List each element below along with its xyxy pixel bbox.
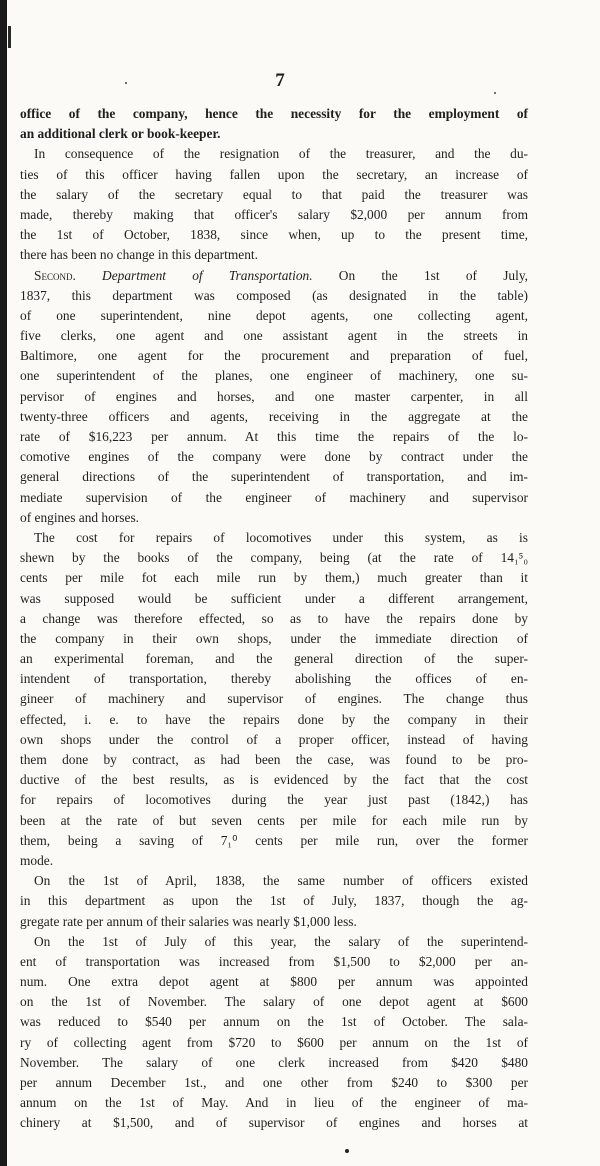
section-heading: Department of Transportation. bbox=[102, 267, 313, 283]
text-line: a change was therefore effected, so as to have the repairs done by bbox=[20, 610, 528, 626]
text-line: The cost for repairs of locomotives under this system, as is bbox=[34, 529, 528, 545]
text-line: an additional clerk or book-keeper. bbox=[20, 126, 221, 142]
text-line: twenty-three officers and agents, receiving in the aggregate at the bbox=[20, 408, 528, 424]
text-line: them, being a saving of 7₁⁰ cents per mile run, over the former bbox=[20, 832, 528, 848]
section-label: Second. bbox=[34, 267, 76, 283]
text-line: for repairs of locomotives during the year just past (1842,) has bbox=[20, 792, 528, 808]
text-line: chinery at $1,500, and of supervisor of engines and horses at bbox=[20, 1115, 528, 1131]
text-line: annum on the 1st of May. And in lieu of the engineer of ma- bbox=[20, 1095, 528, 1111]
text-line: mediate supervision of the engineer of machinery and supervisor bbox=[20, 489, 528, 505]
line-remainder: On the 1st of July, bbox=[312, 267, 528, 283]
text-line: November. The salary of one clerk increased from $420 $480 bbox=[20, 1054, 528, 1070]
text-line: own shops under the control of a proper officer, instead of having bbox=[20, 731, 528, 747]
text-line: rate of $16,223 per annum. At this time the repairs of the lo- bbox=[20, 429, 528, 444]
text-line: Baltimore, one agent for the procurement and preparation of fuel, bbox=[20, 348, 528, 364]
text-line: ry of collecting agent from $720 to $600 per annum on the 1st of bbox=[20, 1034, 528, 1050]
text-line: mode. bbox=[20, 852, 54, 868]
text-line: ties of this officer having fallen upon the secretary, an increase of bbox=[20, 166, 528, 182]
text-line: them done by contract, as had been the case, was found to be pro- bbox=[20, 752, 528, 767]
text-line: intendent of transportation, thereby abolishing the offices of en- bbox=[20, 671, 528, 687]
text-line: pervisor of engines and horses, and one master carpenter, in all bbox=[20, 388, 528, 404]
text-line: in this department as upon the 1st of July, 1837, though the ag- bbox=[20, 893, 528, 909]
text-line: gineer of machinery and supervisor of engines. The change thus bbox=[20, 691, 528, 707]
binding-edge bbox=[0, 0, 7, 1166]
text-line: cents per mile fot each mile run by them,) much greater than it bbox=[20, 570, 528, 586]
text-line: was reduced to $540 per annum on the 1st of October. The sala- bbox=[20, 1014, 528, 1030]
text-line: comotive engines of the company were done by contract under the bbox=[20, 449, 528, 465]
text-line: an experimental foreman, and the general direction of the super- bbox=[20, 651, 528, 667]
text-line: ent of transportation was increased from $1,500 to $2,000 per an- bbox=[20, 953, 528, 969]
page-number: 7 bbox=[275, 70, 285, 91]
text-line: 1837, this department was composed (as designated in the table) bbox=[20, 287, 528, 303]
text-line: of engines and horses. bbox=[20, 509, 139, 525]
text-line: five clerks, one agent and one assistant agent in the streets in bbox=[20, 328, 528, 344]
body-text bbox=[20, 104, 528, 1134]
text-line: there has been no change in this department. bbox=[20, 247, 258, 263]
text-line: effected, i. e. to have the repairs done by the company in their bbox=[20, 711, 528, 727]
text-line: been at the rate of but seven cents per mile for each mile run by bbox=[20, 812, 528, 828]
text-line: the salary of the secretary equal to that paid the treasurer was bbox=[20, 186, 528, 202]
text-line: one superintendent of the planes, one engineer of machinery, one su- bbox=[20, 368, 528, 384]
paper-speck bbox=[494, 92, 496, 94]
text-line: per annum December 1st., and one other from $240 to $300 per bbox=[20, 1075, 528, 1090]
text-line: office of the company, hence the necessity for the employment of bbox=[20, 106, 528, 121]
text-line: general directions of the superintendent of transportation, and im- bbox=[20, 469, 528, 485]
text-line: On the 1st of July of this year, the salary of the superintend- bbox=[34, 933, 528, 949]
text-line: the 1st of October, 1838, since when, up to the present time, bbox=[20, 227, 528, 243]
binding-mark bbox=[8, 26, 11, 48]
text-line: of one superintendent, nine depot agents, one collecting agent, bbox=[20, 307, 528, 323]
text-line: gregate rate per annum of their salaries was nearly $1,000 less. bbox=[20, 913, 357, 929]
text-line: was supposed would be sufficient under a different arrangement, bbox=[20, 590, 528, 606]
text-line: num. One extra depot agent at $800 per annum was appointed bbox=[20, 974, 528, 990]
page-mark bbox=[345, 1149, 349, 1153]
text-line: On the 1st of April, 1838, the same number of officers existed bbox=[34, 873, 528, 889]
text-line: ductive of the best results, as is evidenced by the fact that the cost bbox=[20, 772, 528, 788]
text-line: on the 1st of November. The salary of one depot agent at $600 bbox=[20, 994, 528, 1010]
text-line: made, thereby making that officer's salary $2,000 per annum from bbox=[20, 206, 528, 222]
text-line: In consequence of the resignation of the treasurer, and the du- bbox=[34, 146, 528, 162]
text-line: the company in their own shops, under the immediate direction of bbox=[20, 630, 528, 646]
text-line bbox=[20, 266, 528, 286]
text-line: shewn by the books of the company, being (at the rate of 14₁⁵₀ bbox=[20, 550, 528, 566]
